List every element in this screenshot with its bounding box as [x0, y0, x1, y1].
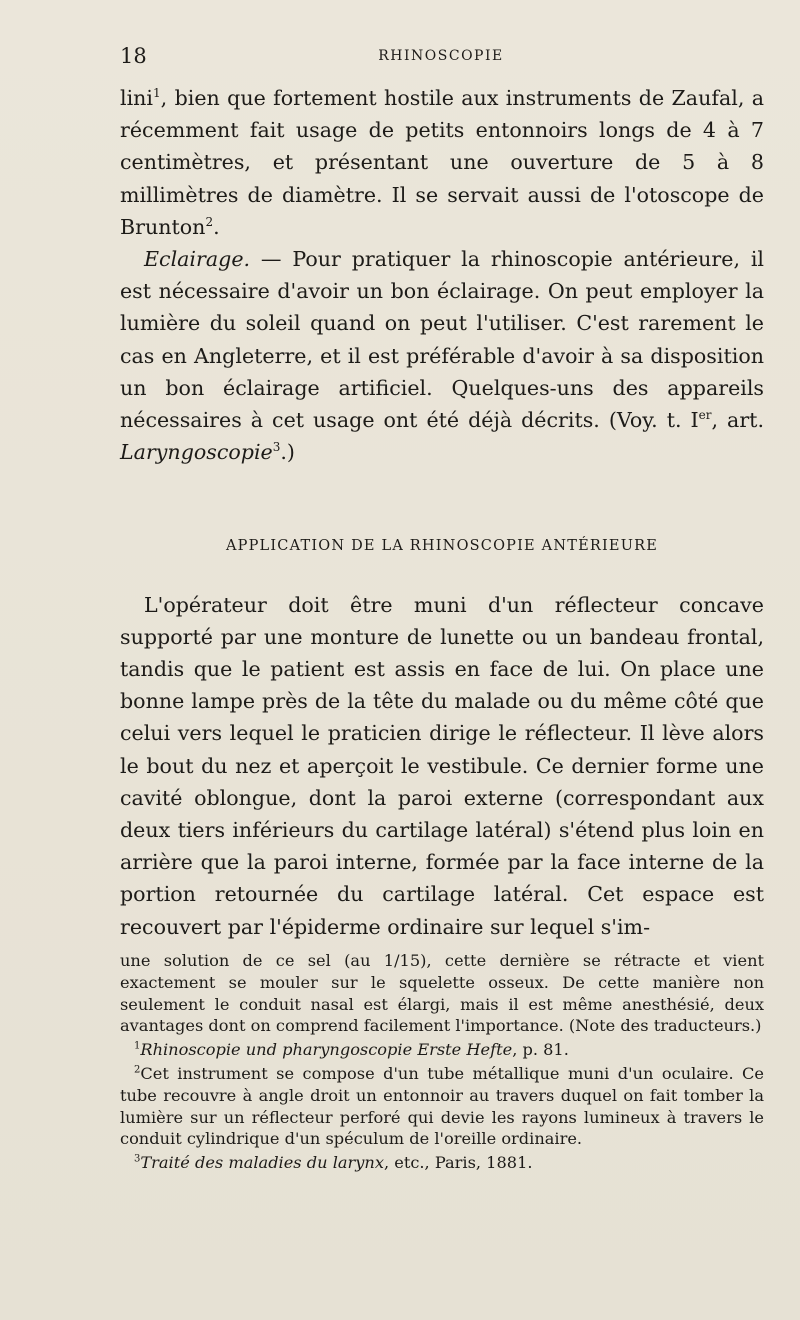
paragraph-1: lini$^1$, bien que fortement hostile aux instruments de Zaufal, a récemment fait usage de petits entonnoirs longs de 4 à 7 centimètres, et présentant une ouverture de 5 à 8 millimètres de diamètre. Il se servait aussi de l'otoscope de Brunton$^2$. [120, 86, 764, 239]
page-number: 18 [120, 44, 147, 68]
footnote-ref-2: 2 [205, 214, 214, 229]
footnote-2: $^2$Cet instrument se compose d'un tube métallique muni d'un oculaire. Ce tube recouvre à angle droit un entonnoir au travers duquel on fait tomber la lumière sur un réflecteur perforé qui devie les rayons lumineux à travers le conduit cylindrique d'un spéculum de l'oreille ordinaire. [120, 1063, 764, 1149]
footnote-1: $^1$Rhinoscopie und pharyngoscopie Erste Hefte, p. 81. [134, 1040, 569, 1060]
section-title: APPLICATION DE LA RHINOSCOPIE ANTÉRIEURE [225, 538, 659, 555]
paragraph-3: L'opérateur doit être muni d'un réflecteur concave supporté par une monture de lunette ou un bandeau frontal, tandis que le patient est assis en face de lui. On place une bonne lampe près de la tête du malade ou du même côté que celui vers lequel le praticien dirige le réflecteur. Il lève alors le bout du nez et aperçoit le vestibule. Ce dernier forme une cavité oblongue, dont la paroi externe (correspondant aux deux tiers inférieurs du cartilage latéral) s'étend plus loin en arrière que la paroi interne, formée par la face interne de la portion retournée du cartilage latéral. Cet espace est recouvert par l'épiderme ordinaire sur lequel s'im- [120, 592, 764, 939]
page-header [120, 44, 762, 70]
footnote-ref-3: 3 [272, 440, 281, 455]
footnote-ref-1: 1 [153, 86, 161, 101]
body-text [120, 82, 764, 943]
footnote-continuation: une solution de ce sel (au 1/15), cette dernière se rétracte et vient exactement se mouler sur le squelette osseux. De cette manière non seulement le conduit nasal est élargi, mais il est même anesthésié, deux avantages dont on comprend facilement l'importance. (Note des traducteurs.) [120, 951, 764, 1036]
paragraph-2: Eclairage. — Pour pratiquer la rhinoscopie antérieure, il est nécessaire d'avoir un bon éclairage. On peut employer la lumière du soleil quand on peut l'utiliser. C'est rarement le cas en Angleterre, et il est préférable d'avoir à sa disposition un bon éclairage artificiel. Quelques-uns des appareils nécessaires à cet usage ont été déjà décrits. (Voy. t. Ier, art. Laryngoscopie$^3$.) [120, 247, 764, 465]
running-head: RHINOSCOPIE [378, 48, 504, 64]
paragraph-lead: Eclairage. [144, 247, 251, 272]
footnotes [120, 950, 764, 1176]
footnote-3: $^3$Traité des maladies du larynx, etc., Paris, 1881. [134, 1153, 533, 1173]
